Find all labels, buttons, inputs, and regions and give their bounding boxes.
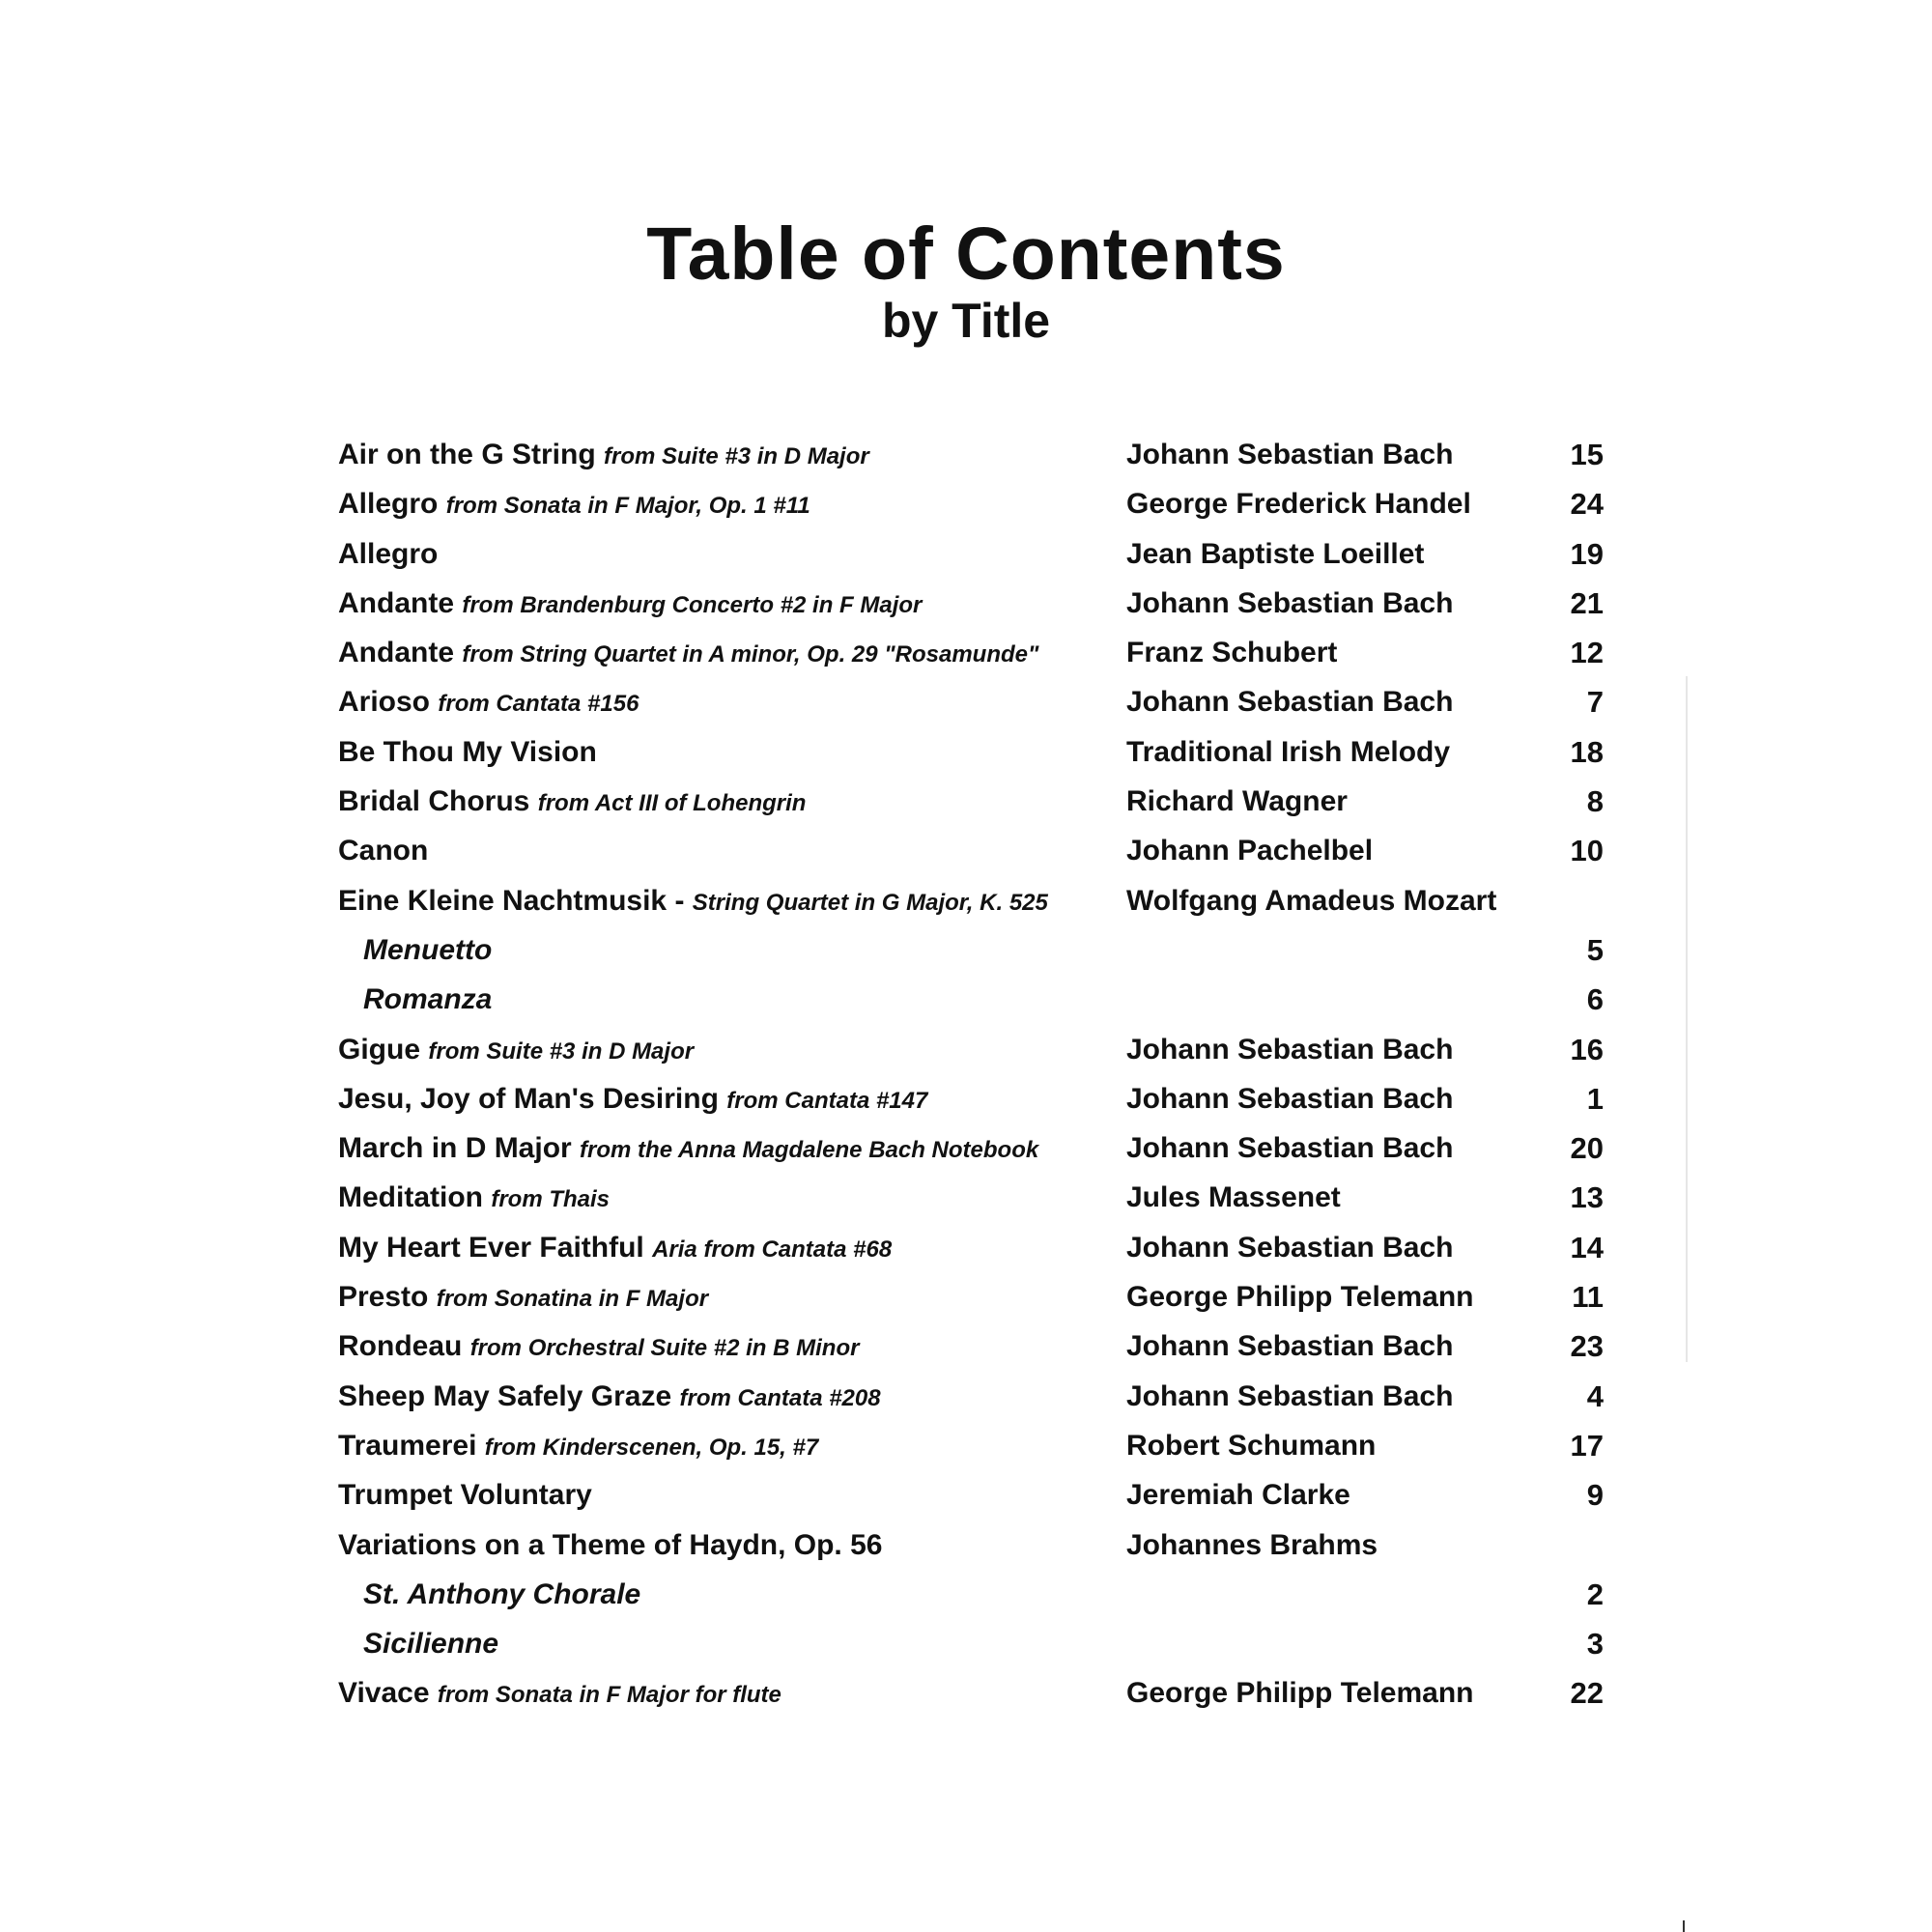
toc-entry xyxy=(338,1372,1613,1421)
entry-page-number: 11 xyxy=(1572,1280,1604,1315)
toc-entry xyxy=(338,1668,1613,1718)
entry-page-number: 21 xyxy=(1570,585,1604,620)
entry-title: Sheep May Safely Graze xyxy=(338,1379,672,1412)
toc-entry xyxy=(338,826,1613,875)
entry-title: Sicilienne xyxy=(363,1628,499,1661)
entry-title-cell xyxy=(338,529,438,579)
entry-title: Arioso xyxy=(338,686,431,719)
entry-source: from Act III of Lohengrin xyxy=(537,790,807,817)
toc-entry xyxy=(338,529,1613,579)
entry-title-cell xyxy=(338,1223,892,1274)
toc-entry xyxy=(338,677,1613,726)
toc-entry xyxy=(338,1272,1613,1321)
scan-edge-line xyxy=(1686,676,1688,1362)
entry-title-cell xyxy=(338,876,1048,927)
entry-composer: Richard Wagner xyxy=(1126,785,1348,818)
entry-title-cell xyxy=(338,1074,927,1125)
entry-title-cell xyxy=(338,1668,781,1719)
entry-title: My Heart Ever Faithful xyxy=(338,1231,644,1264)
entry-source: from Sonata in F Major, Op. 1 #11 xyxy=(445,493,810,520)
entry-source: from Thais xyxy=(491,1186,611,1213)
toc-entry xyxy=(338,777,1613,826)
entry-title: Canon xyxy=(338,835,429,867)
toc-entry xyxy=(338,1520,1613,1570)
entry-page-number: 10 xyxy=(1570,834,1604,868)
entry-composer: George Philipp Telemann xyxy=(1126,1281,1474,1314)
entry-title: Andante xyxy=(338,586,454,619)
entry-title: Presto xyxy=(338,1281,429,1314)
entry-page-number: 6 xyxy=(1586,982,1604,1017)
entry-page-number: 9 xyxy=(1586,1478,1604,1513)
entry-source: from Suite #3 in D Major xyxy=(604,443,869,469)
entry-title: Menuetto xyxy=(363,933,493,966)
entry-title: St. Anthony Chorale xyxy=(363,1577,641,1610)
entry-title-cell xyxy=(338,579,922,630)
entry-page-number: 1 xyxy=(1586,1081,1604,1116)
entry-title-cell xyxy=(338,1123,1038,1175)
entry-composer: Johann Sebastian Bach xyxy=(1126,586,1454,619)
entry-title: Eine Kleine Nachtmusik - xyxy=(338,884,685,917)
entry-page-number: 16 xyxy=(1570,1032,1604,1066)
entry-title: Variations on a Theme of Haydn, Op. 56 xyxy=(338,1528,883,1561)
entry-page-number: 15 xyxy=(1570,438,1604,471)
entry-title: March in D Major xyxy=(338,1132,572,1165)
entry-title-cell xyxy=(338,1025,694,1076)
entry-composer: Wolfgang Amadeus Mozart xyxy=(1126,884,1497,917)
entry-composer: George Philipp Telemann xyxy=(1126,1677,1474,1710)
entry-source: String Quartet in G Major, K. 525 xyxy=(692,889,1048,916)
entry-title: Air on the G String xyxy=(338,439,596,470)
entry-composer: Johann Sebastian Bach xyxy=(1126,1132,1454,1165)
scan-tick-mark xyxy=(1683,1920,1685,1932)
entry-title-cell xyxy=(338,1470,592,1520)
entry-page-number: 14 xyxy=(1570,1230,1604,1264)
entry-title-cell xyxy=(338,628,1038,679)
toc-entry xyxy=(338,479,1613,528)
entry-source: from Suite #3 in D Major xyxy=(428,1037,695,1065)
entry-title-cell xyxy=(338,430,869,481)
entry-source: from Orchestral Suite #2 in B Minor xyxy=(469,1335,860,1362)
entry-page-number: 19 xyxy=(1570,536,1604,571)
entry-title-cell xyxy=(338,1520,882,1570)
entry-source: from Brandenburg Concerto #2 in F Major xyxy=(462,591,923,618)
entry-page-number: 22 xyxy=(1570,1676,1604,1711)
entry-title-cell xyxy=(338,1321,859,1373)
toc-subentry xyxy=(338,925,1613,975)
entry-title: Be Thou My Vision xyxy=(338,735,597,768)
toc-entry xyxy=(338,1173,1613,1222)
entry-title-cell xyxy=(338,1272,708,1323)
toc-subentry xyxy=(338,1570,1613,1619)
entry-composer: Robert Schumann xyxy=(1126,1429,1377,1462)
toc-entry xyxy=(338,1321,1613,1371)
entry-composer: Johann Sebastian Bach xyxy=(1126,1379,1454,1412)
toc-entry xyxy=(338,1421,1613,1470)
entry-title: Romanza xyxy=(363,983,493,1016)
entry-source: from Cantata #208 xyxy=(679,1384,881,1411)
entry-composer: Johann Sebastian Bach xyxy=(1126,1033,1454,1065)
entry-title-cell xyxy=(338,826,428,875)
entry-title: Jesu, Joy of Man's Desiring xyxy=(338,1082,719,1115)
toc-entry xyxy=(338,1470,1613,1520)
entry-title-cell xyxy=(338,1173,610,1224)
entry-page-number: 4 xyxy=(1586,1378,1604,1413)
entry-page-number: 24 xyxy=(1570,487,1604,522)
page-title: Table of Contents xyxy=(646,213,1286,296)
entry-composer: Jeremiah Clarke xyxy=(1126,1479,1350,1512)
toc-entry xyxy=(338,1123,1613,1173)
entry-title-cell xyxy=(363,925,492,975)
entry-source: from Sonata in F Major for flute xyxy=(437,1682,781,1709)
toc-entry xyxy=(338,1223,1613,1272)
entry-title-cell xyxy=(338,727,597,777)
entry-title: Rondeau xyxy=(338,1330,463,1363)
entry-page-number: 12 xyxy=(1570,636,1604,670)
entry-composer: Johann Sebastian Bach xyxy=(1126,1231,1454,1264)
entry-source: Aria from Cantata #68 xyxy=(652,1236,893,1263)
entry-composer: Johann Sebastian Bach xyxy=(1126,439,1454,470)
entry-title: Traumerei xyxy=(338,1429,477,1462)
entry-page-number: 5 xyxy=(1586,932,1604,967)
entry-title-cell xyxy=(338,677,639,728)
toc-entry xyxy=(338,628,1613,677)
entry-page-number: 18 xyxy=(1570,734,1604,769)
entry-page-number: 3 xyxy=(1586,1627,1604,1662)
entry-composer: Franz Schubert xyxy=(1126,637,1338,669)
entry-title: Vivace xyxy=(338,1677,430,1710)
entry-title-cell xyxy=(363,1570,640,1619)
entry-source: from Cantata #156 xyxy=(438,691,639,718)
entry-source: from the Anna Magdalene Bach Notebook xyxy=(580,1137,1039,1164)
toc-entry xyxy=(338,430,1613,479)
toc-entry xyxy=(338,1074,1613,1123)
entry-composer: Traditional Irish Melody xyxy=(1126,735,1451,768)
entry-title-cell xyxy=(338,1421,818,1472)
entry-composer: Jean Baptiste Loeillet xyxy=(1126,537,1425,570)
entry-page-number: 13 xyxy=(1570,1180,1604,1215)
entry-source: from String Quartet in A minor, Op. 29 "Rosamunde" xyxy=(462,641,1039,668)
entry-source: from Cantata #147 xyxy=(726,1087,928,1114)
entry-title: Allegro xyxy=(338,488,439,521)
entry-composer: Johann Sebastian Bach xyxy=(1126,686,1454,719)
entry-title: Gigue xyxy=(338,1033,421,1065)
entry-title: Bridal Chorus xyxy=(338,785,530,818)
entry-source: from Sonatina in F Major xyxy=(436,1286,709,1313)
entry-title: Andante xyxy=(338,637,454,669)
entry-page-number: 17 xyxy=(1570,1428,1604,1463)
page-subtitle: by Title xyxy=(881,294,1051,348)
entry-composer: George Frederick Handel xyxy=(1126,488,1471,521)
entry-title-cell xyxy=(363,975,492,1024)
entry-title: Trumpet Voluntary xyxy=(338,1479,592,1512)
entry-title-cell xyxy=(338,777,806,828)
entry-title: Meditation xyxy=(338,1181,483,1214)
entry-title-cell xyxy=(363,1619,498,1668)
toc-list xyxy=(338,430,1613,1719)
entry-page-number: 8 xyxy=(1586,784,1604,819)
entry-title-cell xyxy=(338,479,810,530)
toc-subentry xyxy=(338,975,1613,1024)
entry-composer: Johann Pachelbel xyxy=(1126,835,1374,867)
entry-composer: Jules Massenet xyxy=(1126,1181,1341,1214)
entry-composer: Johann Sebastian Bach xyxy=(1126,1082,1454,1115)
toc-entry xyxy=(338,579,1613,628)
toc-entry xyxy=(338,1025,1613,1074)
toc-entry xyxy=(338,727,1613,777)
toc-entry xyxy=(338,876,1613,925)
entry-page-number: 7 xyxy=(1586,685,1604,720)
entry-title-cell xyxy=(338,1372,881,1423)
entry-page-number: 23 xyxy=(1570,1329,1604,1364)
entry-composer: Johann Sebastian Bach xyxy=(1126,1330,1454,1363)
entry-page-number: 20 xyxy=(1570,1131,1604,1166)
entry-composer: Johannes Brahms xyxy=(1126,1528,1378,1561)
entry-source: from Kinderscenen, Op. 15, #7 xyxy=(484,1434,819,1461)
entry-title: Allegro xyxy=(338,537,439,570)
toc-subentry xyxy=(338,1619,1613,1668)
entry-page-number: 2 xyxy=(1586,1577,1604,1611)
